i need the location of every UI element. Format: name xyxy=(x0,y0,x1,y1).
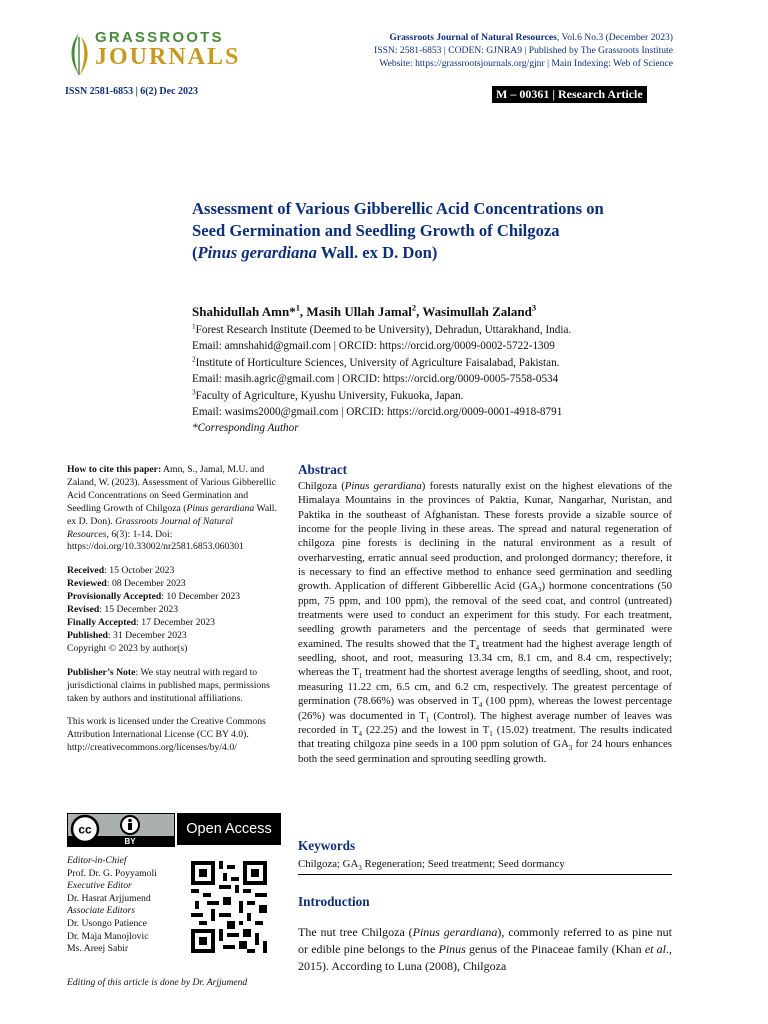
corresponding-author-note xyxy=(192,420,692,436)
author-1-sup: 1 xyxy=(295,302,300,313)
date-row xyxy=(67,617,277,630)
date-row xyxy=(67,604,277,617)
editor-name: Ms. Areej Sabir xyxy=(67,943,129,955)
abstract-text: ) hormone concentrations (50 ppm, 75 ppm, and 100 ppm), the removal of the seed coat, and control (untreated) treatments were used to conduct an experiment for this study. For each treatment, seedling growth parameters and the percentage of seeds that germinated were examined. The results showed that the T xyxy=(298,580,672,650)
publishers-note xyxy=(67,667,277,706)
citation-doi[interactable]: , 6(3): 1-14. Doi: https://doi.org/10.33002/nr2581.6853.060301 xyxy=(67,528,244,553)
introduction-heading: Introduction xyxy=(298,894,370,909)
keywords-list xyxy=(298,858,672,873)
article-title xyxy=(192,198,692,264)
author-3: , Wasimullah Zaland xyxy=(416,304,532,319)
citation-label: How to cite this paper: xyxy=(67,464,162,475)
journal-website-line[interactable]: Website: https://grassrootsjournals.org/gjnr | Main Indexing: Web of Science xyxy=(379,58,673,69)
author-list xyxy=(192,304,536,320)
abstract-species: Pinus gerardiana xyxy=(344,480,422,492)
title-line-1: Assessment of Various Gibberellic Acid Concentrations on xyxy=(192,199,604,218)
date-value: : 17 December 2023 xyxy=(136,616,215,628)
introduction-body xyxy=(298,924,672,975)
affiliation-sup: 3 xyxy=(192,387,196,396)
editing-note: Editing of this article is done by Dr. Arjjumend xyxy=(67,977,248,988)
editor-name: Prof. Dr. G. Poyyamoli xyxy=(67,867,157,879)
date-label: Received xyxy=(67,565,105,577)
date-value: : 08 December 2023 xyxy=(106,578,186,590)
abstract-text: treatment had the highest average length of seedling, shoot, and root, measuring 13.34 cm, 8.1 cm, and 8.4 cm, respectively; whereas the T xyxy=(298,637,672,679)
abstract-subscript: 1 xyxy=(358,672,363,681)
affiliation-line xyxy=(192,338,692,354)
abstract-text: (Control). The highest average number of leaves was recorded in T xyxy=(298,709,672,736)
issn-label: ISSN 2581-6853 | 6(2) Dec 2023 xyxy=(65,86,199,97)
abstract-body xyxy=(298,479,672,766)
journal-name: Grassroots Journal of Natural Resources xyxy=(389,32,557,43)
citation-text: Amn, S., Jamal, M.U. and Zaland, W. (2023). Assessment of Various Gibberellic Acid Concentrations on Seed Germination and Seedling Growth of Chilgoza ( xyxy=(67,464,276,514)
creative-commons-icon xyxy=(68,814,174,846)
publishers-note-text: : We stay neutral with regard to jurisdictional claims in published maps, permissions taken by authors and institutional affiliations. xyxy=(67,666,270,704)
citation-species: Pinus gerardiana xyxy=(186,502,255,514)
abstract-text: (22.25) and the lowest in T xyxy=(362,723,490,736)
affiliation-email[interactable]: Email: wasims2000@gmail.com | ORCID: https://orcid.org/0009-0001-4918-8791 xyxy=(192,406,563,419)
abstract-text: (100 ppm), whereas the lowest percentage (26%) was documented in T xyxy=(298,695,672,722)
author-2-sup: 2 xyxy=(411,302,417,313)
intro-text: ), commonly referred to as pine nut or edible pine belongs to the xyxy=(298,925,672,956)
date-row xyxy=(67,565,277,578)
title-species: Pinus gerardiana xyxy=(197,243,317,262)
date-label: Reviewed xyxy=(67,578,107,590)
open-access-badge[interactable]: Open Access xyxy=(177,813,281,845)
abstract-subscript: 1 xyxy=(425,715,430,724)
article-type-badge: M – 00361 | Research Article xyxy=(492,86,647,103)
title-line-3 xyxy=(192,242,692,264)
affiliation-text: Forest Research Institute (Deemed to be University), Dehradun, Uttarakhand, India. xyxy=(195,324,572,336)
license-text[interactable]: This work is licensed under the Creative Commons Attribution International License (CC BY 4.0). http://creativecommons.org/licenses/by/4.0/ xyxy=(67,716,266,754)
author-2: , Masih Ullah Jamal xyxy=(299,304,412,319)
affiliation-email[interactable]: Email: amnshahid@gmail.com | ORCID: https://orcid.org/0009-0002-5722-1309 xyxy=(192,340,555,353)
abstract-heading: Abstract xyxy=(298,462,348,477)
date-row xyxy=(67,591,277,604)
abstract-subscript: 4 xyxy=(478,701,483,710)
title-line-2: Seed Germination and Seedling Growth of Chilgoza xyxy=(192,221,560,240)
affiliation-text: Faculty of Agriculture, Kyushu University, Fukuoka, Japan. xyxy=(195,389,464,402)
title-authority: Wall. ex D. Don) xyxy=(316,243,438,262)
keywords-text: Regeneration; Seed treatment; Seed dormancy xyxy=(361,858,565,870)
affiliation-sup: 1 xyxy=(192,322,196,331)
keywords-divider xyxy=(298,874,672,875)
keywords-text: Chilgoza; GA xyxy=(298,858,359,870)
abstract-text: treatment had the shortest average lengths of seedling, shoot, and root, measuring 11.22 cm, 6.5 cm, and 6.2 cm, respectively. The greatest percentage of germination (78.66%) was observed in T xyxy=(298,666,673,708)
affiliation-line xyxy=(192,355,692,371)
intro-text: genus of the Pinaceae family (Khan xyxy=(465,942,645,956)
date-row xyxy=(67,578,277,591)
author-3-sup: 3 xyxy=(531,302,537,313)
logo-word-journals: JOURNALS xyxy=(95,44,241,70)
abstract-subscript: 4 xyxy=(358,730,363,738)
qr-code[interactable] xyxy=(191,860,267,954)
citation-text: Wall. ex D. Don). xyxy=(67,502,277,527)
cc-by-license-badge[interactable] xyxy=(67,813,175,847)
logo-word-grassroots: GRASSROOTS xyxy=(95,29,224,46)
abstract-text: Chilgoza ( xyxy=(298,480,345,492)
journal-issn-line: ISSN: 2581-6853 | CODEN: GJNRA9 | Published by The Grassroots Institute xyxy=(374,45,673,56)
editor-role: Executive Editor xyxy=(67,880,132,892)
abstract-subscript: 3 xyxy=(538,586,542,595)
qr-code-icon xyxy=(191,860,267,954)
intro-species: Pinus gerardiana xyxy=(412,925,498,939)
editor-name: Dr. Hasrat Arjjumend xyxy=(67,892,151,904)
keywords-heading: Keywords xyxy=(298,838,356,853)
editor-name: Dr. Usongo Patience xyxy=(67,917,147,929)
date-label: Revised xyxy=(67,604,100,616)
date-value: : 15 December 2023 xyxy=(99,604,179,616)
affiliation-line xyxy=(192,404,692,420)
by-badge-text: BY xyxy=(124,837,136,846)
affiliation-text: Institute of Horticulture Sciences, University of Agriculture Faisalabad, Pakistan. xyxy=(195,356,560,369)
affiliation-line xyxy=(192,322,692,338)
editor-role: Associate Editors xyxy=(67,905,136,917)
abstract-subscript: 4 xyxy=(475,643,480,652)
journal-logo xyxy=(65,27,241,79)
affiliation-line xyxy=(192,371,692,387)
editor-role: Editor-in-Chief xyxy=(67,855,127,866)
editorial-board xyxy=(67,855,187,956)
sidebar-metadata xyxy=(67,464,277,755)
keywords-subscript: 3 xyxy=(358,864,362,873)
date-row xyxy=(67,630,277,643)
intro-etal: et al xyxy=(644,942,667,956)
abstract-text: for 24 hours enhances both the seed germination and sprouting seedling growth. xyxy=(298,738,672,765)
journal-volume: , Vol.6 No.3 (December 2023) xyxy=(556,32,673,43)
affiliation-sup: 2 xyxy=(192,355,196,364)
intro-text: ., 2015). According to Luna (2008), Chilgoza xyxy=(298,942,673,973)
intro-text: The nut tree Chilgoza ( xyxy=(298,925,413,939)
date-value: : 15 October 2023 xyxy=(104,565,175,577)
leaf-logo-icon xyxy=(65,31,93,77)
author-1: Shahidullah Amn* xyxy=(192,304,296,319)
article-dates xyxy=(67,565,277,655)
citation-block xyxy=(67,464,277,554)
citation-journal: Grassroots Journal of Natural Resources xyxy=(67,515,233,540)
affiliation-line xyxy=(192,388,692,404)
cc-badge-text: cc xyxy=(78,822,92,837)
abstract-text: (15.02) treatment. The results indicated that treating chilgoza pine seeds in a 100 ppm solution of GA xyxy=(298,723,672,751)
date-value: : 31 December 2023 xyxy=(107,629,187,641)
date-label: Finally Accepted xyxy=(67,616,137,628)
copyright: Copyright © 2023 by author(s) xyxy=(67,642,188,654)
affiliations xyxy=(192,322,692,437)
journal-info xyxy=(273,31,673,70)
affiliation-email[interactable]: Email: masih.agric@gmail.com | ORCID: https://orcid.org/0009-0005-7558-0534 xyxy=(192,373,559,386)
abstract-subscript: 1 xyxy=(489,730,493,738)
corresponding-author-text: *Corresponding Author xyxy=(192,422,299,435)
date-label: Published xyxy=(67,629,108,641)
date-value: : 10 December 2023 xyxy=(161,591,241,603)
editor-name: Dr. Maja Manojlovic xyxy=(67,930,149,942)
abstract-text: ) forests naturally exist on the highest elevations of the Himalaya Mountains in the provinces of Paktia, Kunar, Nangarhar, Nuristan, and Paktika in the southeast of Afghanistan. These forests provide a sizable source of income for the people living in these areas. The spread and natural regeneration of chilgoza pine forests is declining in the natural environment as a result of overharvesting, erratic annual seed production, and prolonged dormancy; therefore, it is necessary to find an effective method to enhance seed germination and seedling growth. Application of different Gibberellic Acid (GA xyxy=(298,480,672,593)
title-paren: ( xyxy=(192,243,198,262)
date-label: Provisionally Accepted xyxy=(67,591,162,603)
intro-genus: Pinus xyxy=(438,942,466,956)
publishers-note-label: Publisher’s Note xyxy=(67,666,136,678)
abstract-subscript: 3 xyxy=(568,744,573,753)
